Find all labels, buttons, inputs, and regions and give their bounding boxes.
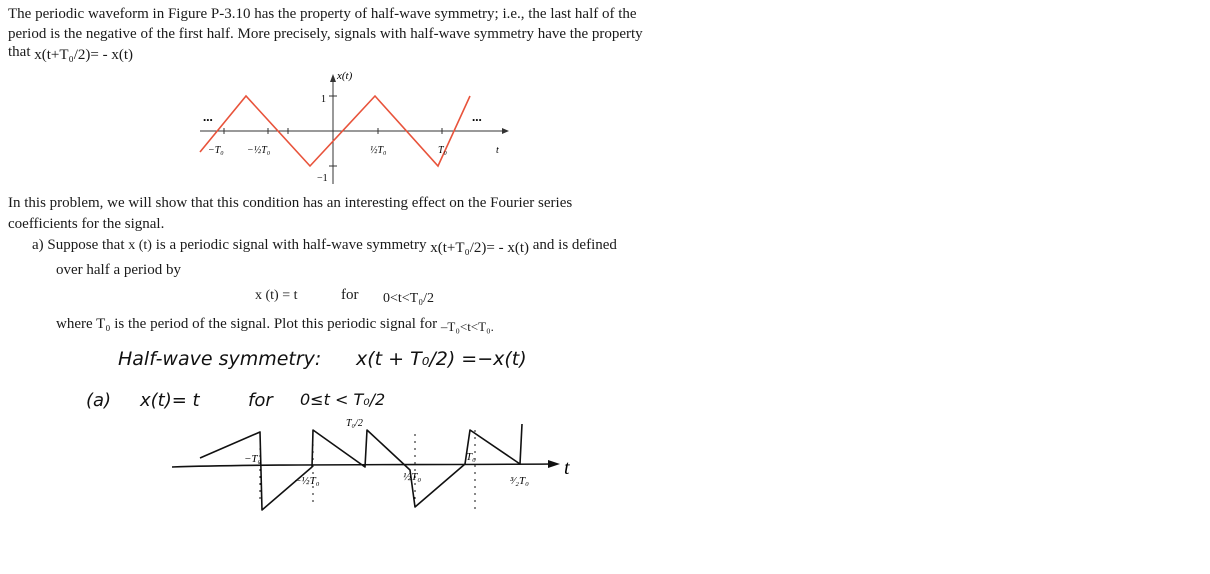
part-a-line-2: over half a period by (56, 262, 181, 278)
where-text: where T₀ is the period of the signal. Plot this periodic signal for (56, 316, 438, 332)
figure-p3-10 (180, 66, 520, 186)
body-line-2: coefficients for the signal. (8, 216, 165, 232)
where-range: –T₀<t<T₀. (440, 319, 494, 334)
handwritten-title-eq: x(t + T₀/2) =−x(t) (356, 348, 527, 370)
sketch-label-t: t (564, 457, 570, 479)
handwritten-for: for (248, 390, 273, 411)
y-axis-label: x(t) (337, 70, 353, 82)
sketch-label-T0: T₀ (466, 451, 476, 463)
tick-label-T0: T₀ (438, 145, 448, 156)
sketch-label-half: ½T₀ (403, 471, 422, 483)
tick-label-neg-T0: −T₀ (208, 145, 224, 156)
intro-equation: x(t+T₀/2)= - x(t) (34, 47, 134, 63)
sketch-label-top: T₀/2 (346, 418, 363, 429)
y-pos-label: 1 (321, 94, 326, 105)
sketch-label-neg-half: −½T₀ (294, 475, 320, 487)
x-axis-arrow (502, 128, 509, 134)
part-a-suffix: and is defined (532, 237, 617, 253)
sketch-axis-arrow (548, 460, 560, 468)
handwritten-part-eq: x(t)= t (140, 390, 200, 411)
intro-line-3-prefix: that (8, 44, 31, 60)
where-line (56, 316, 494, 333)
definition-for: for (341, 287, 359, 303)
intro-line-3 (8, 44, 133, 61)
part-a-equation: x(t+T₀/2)= - x(t) (430, 240, 530, 256)
sketch-label-three-half: ³⁄₂T₀ (510, 475, 529, 487)
sketch-label-neg-T0: −T₀ (244, 453, 262, 465)
handwritten-sketch (160, 412, 600, 522)
ellipsis-right: ... (472, 109, 482, 124)
intro-line-2: period is the negative of the first half. More precisely, signals with half-wave symmetry have the property (8, 26, 643, 42)
y-neg-label: −1 (317, 173, 328, 184)
tick-label-half: ½T₀ (370, 145, 387, 156)
tick-label-neg-half: −½T₀ (247, 145, 271, 156)
part-a-mid: is a periodic signal with half-wave symmetry (155, 237, 427, 253)
handwritten-range: 0≤t < T₀/2 (300, 390, 386, 409)
handwritten-title: Half-wave symmetry: (118, 348, 322, 370)
definition-lhs: x (t) = t (255, 288, 298, 303)
sketch-wave (200, 424, 522, 510)
body-line-1: In this problem, we will show that this condition has an interesting effect on the Fourier series (8, 195, 573, 211)
intro-line-1: The periodic waveform in Figure P-3.10 has the property of half-wave symmetry; i.e., the last half of the (8, 6, 637, 22)
handwritten-part-label: (a) (86, 390, 112, 411)
part-a-var: x (t) (128, 238, 152, 253)
part-a-prefix: a) Suppose that (32, 237, 125, 253)
definition-range: 0<t<T₀/2 (383, 291, 435, 306)
ellipsis-left: ... (203, 109, 213, 124)
part-a-line-1 (32, 237, 617, 254)
y-axis-arrow (330, 74, 336, 82)
x-axis-label: t (496, 145, 499, 156)
